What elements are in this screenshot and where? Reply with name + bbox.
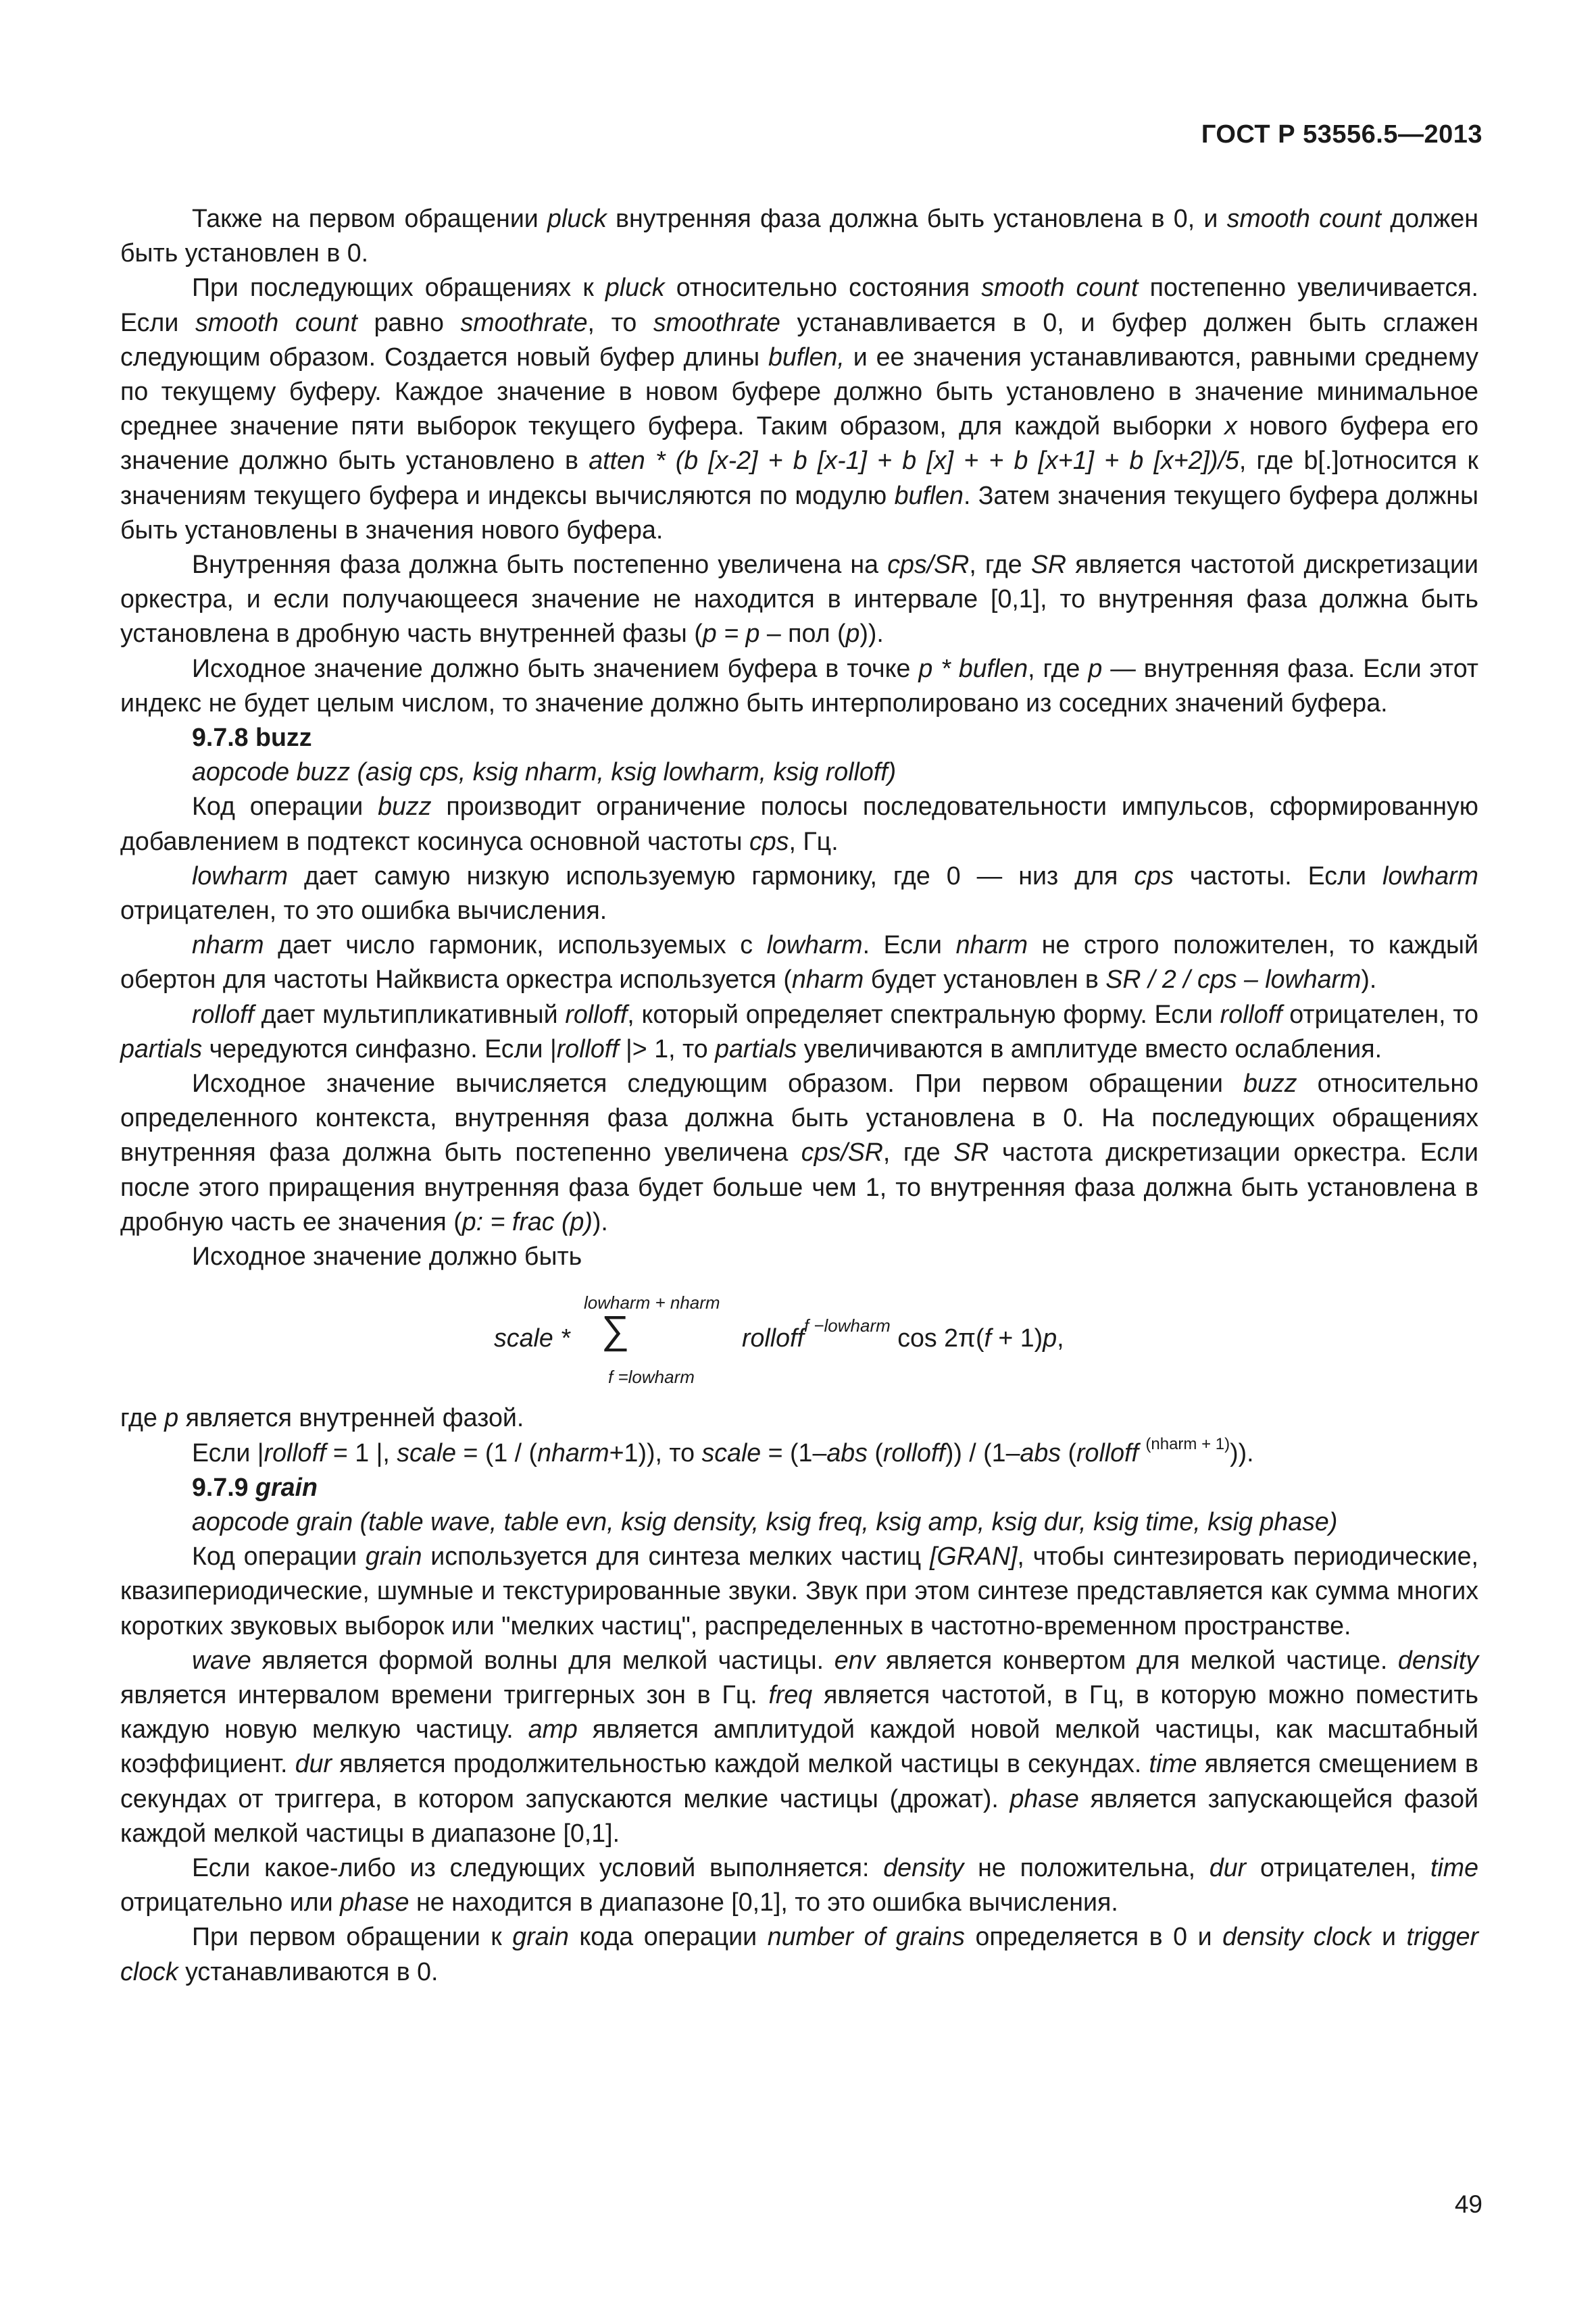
summation-formula	[120, 1283, 1478, 1391]
standard-header: ГОСТ Р 53556.5—2013	[1201, 120, 1482, 149]
paragraph: Если |rolloff = 1 |, scale = (1 / (nharm+1)), то scale = (1–abs (rolloff)) / (1–abs (rolloff $^{(nharm + 1)}$)).	[192, 1434, 1254, 1467]
formula-rhs: rolloff$^{f -lowharm}$ cos 2π(f + 1)p,	[742, 1315, 1064, 1353]
paragraph: Исходное значение должно быть	[192, 1242, 582, 1271]
paragraph: Внутренняя фаза должна быть постепенно увеличена на cps/SR, где SR является частотой дискретизации оркестра, и если получающееся значение не находится в интервале [0,1], то внутренняя фаза должна быть установлена в дробную часть внутренней фазы (p = p – пол (p)).	[120, 550, 1478, 648]
paragraph: wave является формой волны для мелкой частицы. env является конвертом для мелкой частице. density является интервалом времени триггерных зон в Гц. freq является частотой, в Гц, в которую можно поместить каждую новую мелкую частицу. amp является амплитудой каждой новой мелкой частицы, как масштабный коэффициент. dur является продолжительностью каждой мелкой частицы в секундах. time является смещением в секундах от триггера, в котором запускаются мелкие частицы (дрожат). phase является запускающейся фазой каждой мелкой частицы в диапазоне [0,1].	[120, 1645, 1478, 1847]
sum-lower-limit: f =lowharm	[608, 1367, 695, 1388]
paragraph: При первом обращении к grain кода операции number of grains определяется в 0 и density clock и trigger clock устанавливаются в 0.	[120, 1922, 1479, 1986]
paragraph: nharm дает число гармоник, используемых с lowharm. Если nharm не строго положителен, то каждый обертон для частоты Найквиста оркестра используется (nharm будет установлен в SR / 2 / cps – lowharm).	[120, 930, 1478, 994]
document-body	[120, 201, 1478, 1989]
paragraph: Код операции grain используется для синтеза мелких частиц [GRAN], чтобы синтезировать периодические, квазипериодические, шумные и текстурированные звуки. Звук при этом синтезе представляется как сумма многих коротких звуковых выборок или "мелких частиц", распределенных в частотно-временном пространстве.	[120, 1542, 1478, 1640]
paragraph: rolloff дает мультипликативный rolloff, который определяет спектральную форму. Если rolloff отрицателен, то partials чередуются синфазно. Если |rolloff |> 1, то partials увеличиваются в амплитуде вместо ослабления.	[120, 999, 1478, 1063]
sum-upper-limit: lowharm + nharm	[584, 1292, 720, 1313]
section-heading-grain: 9.7.9 grain	[192, 1472, 318, 1501]
sigma-symbol: ∑	[601, 1308, 630, 1353]
formula-lhs: scale *	[494, 1324, 570, 1353]
page-number: 49	[1454, 2190, 1482, 2218]
paragraph: Если какое-либо из следующих условий выполняется: density не положительна, dur отрицателен, time отрицательно или phase не находится в диапазоне [0,1], то это ошибка вычисления.	[120, 1853, 1478, 1917]
opcode-signature-buzz: aopcode buzz (asig cps, ksig nharm, ksig lowharm, ksig rolloff)	[192, 757, 897, 786]
section-heading-buzz: 9.7.8 buzz	[192, 723, 312, 752]
paragraph: lowharm дает самую низкую используемую гармонику, где 0 — низ для cps частоты. Если lowharm отрицателен, то это ошибка вычисления.	[120, 861, 1478, 925]
paragraph: При последующих обращениях к pluck относительно состояния smooth count постепенно увеличивается. Если smooth count равно smoothrate, то smoothrate устанавливается в 0, и буфер должен быть сглажен следующим образом. Создается новый буфер длины buflen, и ее значения устанавливаются, равными среднему по текущему буферу. Каждое значение в новом буфере должно быть установлено в значение минимальное среднее значение пяти выборок текущего буфера. Таким образом, для каждой выборки x нового буфера его значение должно быть установлено в atten * (b [x-2] + b [x-1] + b [x] + + b [x+1] + b [x+2])/5, где b[.]относится к значениям текущего буфера и индексы вычисляются по модулю buflen. Затем значения текущего буфера должны быть установлены в значения нового буфера.	[120, 273, 1478, 544]
opcode-signature-grain: aopcode grain (table wave, table evn, ksig density, ksig freq, ksig amp, ksig dur, ksig time, ksig phase)	[192, 1507, 1338, 1536]
paragraph: Исходное значение вычисляется следующим образом. При первом обращении buzz относительно определенного контекста, внутренняя фаза должна быть установлена в 0. На последующих обращениях внутренняя фаза должна быть постепенно увеличена cps/SR, где SR частота дискретизации оркестра. Если после этого приращения внутренняя фаза будет больше чем 1, то внутренняя фаза должна быть установлена в дробную часть ее значения (p: = frac (p)).	[120, 1069, 1478, 1236]
paragraph: где p является внутренней фазой.	[120, 1403, 524, 1432]
paragraph: Исходное значение должно быть значением буфера в точке p * buflen, где p — внутренняя фаза. Если этот индекс не будет целым числом, то значение должно быть интерполировано из соседних значений буфера.	[120, 653, 1479, 717]
paragraph: Также на первом обращении pluck внутренняя фаза должна быть установлена в 0, и smooth count должен быть установлен в 0.	[120, 204, 1478, 268]
paragraph: Код операции buzz производит ограничение полосы последовательности импульсов, сформированную добавлением в подтекст косинуса основной частоты cps, Гц.	[120, 792, 1478, 855]
